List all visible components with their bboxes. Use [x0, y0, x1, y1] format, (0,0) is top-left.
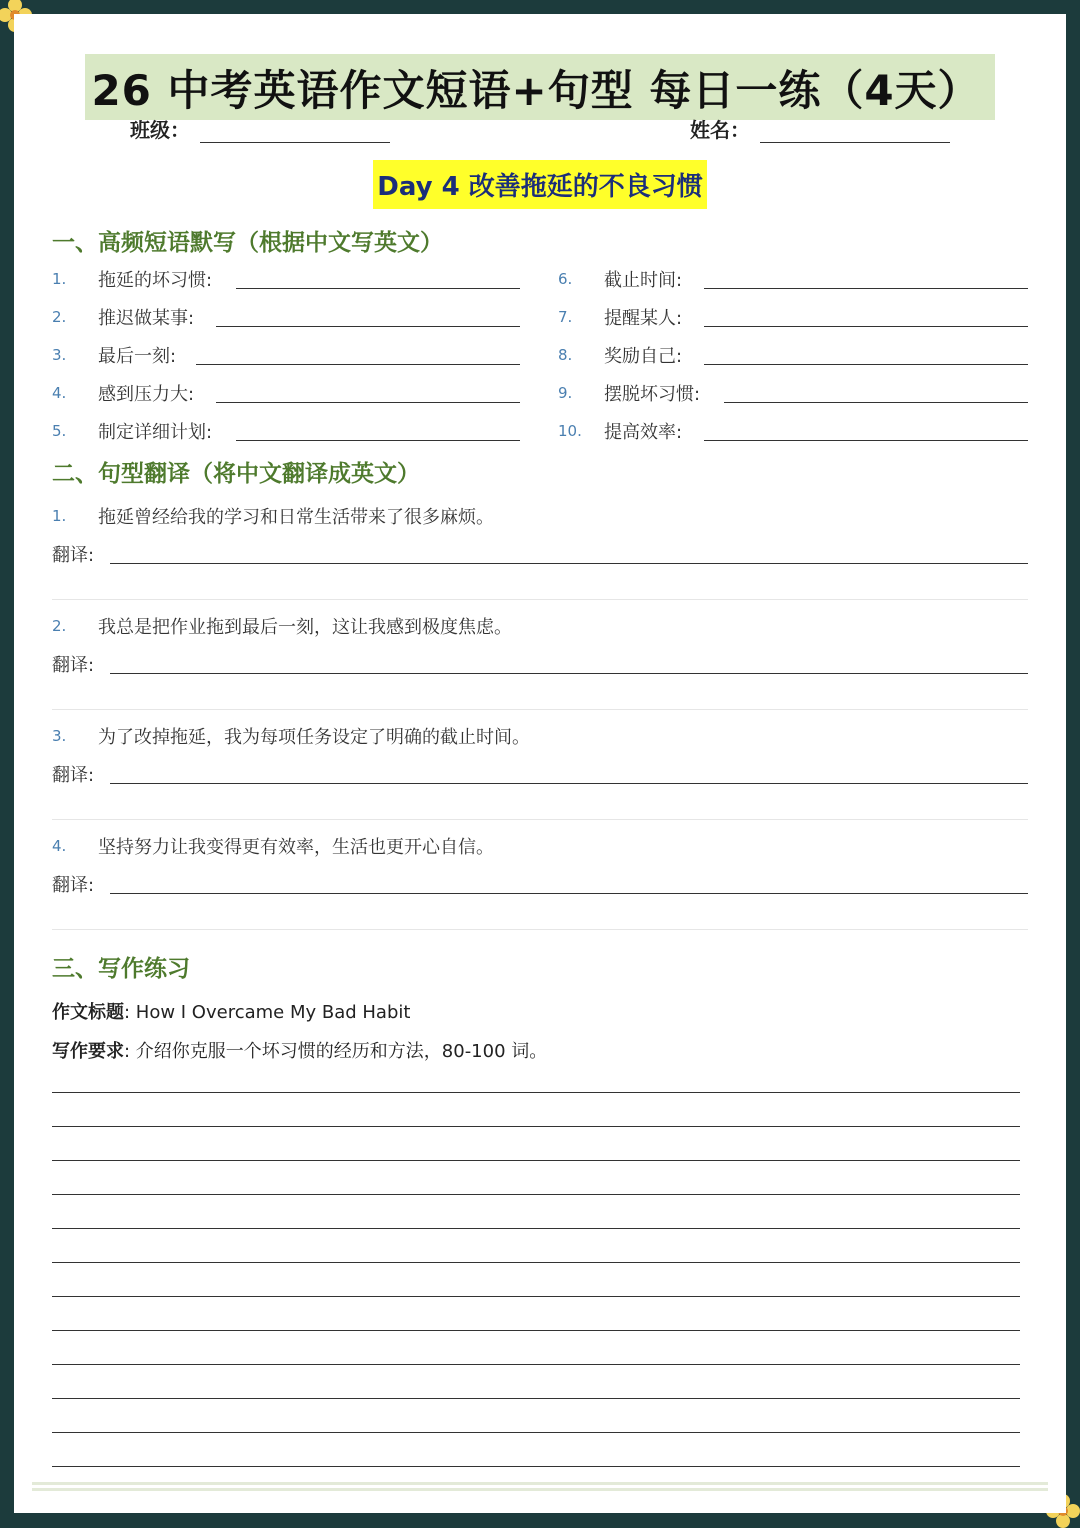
phrase-label: 截止时间:	[604, 270, 683, 291]
item-number: 8.	[558, 346, 573, 364]
answer-line[interactable]	[216, 402, 520, 403]
item-number: 5.	[52, 422, 67, 440]
answer-line[interactable]	[236, 288, 520, 289]
phrase-label: 最后一刻:	[98, 346, 177, 367]
phrase-item	[558, 302, 1028, 332]
class-field[interactable]	[200, 122, 390, 143]
name-label: 姓名：	[690, 118, 750, 142]
translation-answer-line[interactable]	[110, 563, 1028, 564]
phrase-item	[52, 378, 520, 408]
item-number: 7.	[558, 308, 573, 326]
item-number: 2.	[52, 617, 67, 635]
class-label: 班级：	[130, 118, 190, 142]
item-number: 3.	[52, 727, 67, 745]
divider	[52, 599, 1028, 600]
phrase-item	[52, 340, 520, 370]
phrase-label: 感到压力大:	[98, 384, 195, 405]
phrase-label: 推迟做某事:	[98, 308, 195, 329]
sentence-text: 我总是把作业拖到最后一刻，这让我感到极度焦虑。	[98, 617, 512, 638]
sentence-text: 坚持努力让我变得更有效率，生活也更开心自信。	[98, 837, 494, 858]
essay-topic-label: 作文标题	[52, 1002, 124, 1023]
answer-line[interactable]	[704, 326, 1028, 327]
item-number: 3.	[52, 346, 67, 364]
writing-requirement	[52, 1037, 547, 1063]
item-number: 4.	[52, 384, 67, 402]
phrase-item	[52, 416, 520, 446]
item-number: 9.	[558, 384, 573, 402]
answer-line[interactable]	[704, 288, 1028, 289]
translate-label: 翻译:	[52, 875, 95, 896]
answer-line[interactable]	[724, 402, 1028, 403]
name-field[interactable]	[760, 122, 950, 143]
phrase-label: 拖延的坏习惯:	[98, 270, 213, 291]
phrase-item	[558, 416, 1028, 446]
translate-label: 翻译:	[52, 765, 95, 786]
translation-answer-line[interactable]	[110, 893, 1028, 894]
item-number: 10.	[558, 422, 582, 440]
bottom-border-line	[32, 1482, 1048, 1485]
requirement-value: : 介绍你克服一个坏习惯的经历和方法，80-100 词。	[124, 1041, 548, 1062]
divider	[52, 819, 1028, 820]
writing-line[interactable]	[52, 1160, 1020, 1161]
answer-line[interactable]	[704, 364, 1028, 365]
writing-line[interactable]	[52, 1466, 1020, 1467]
item-number: 4.	[52, 837, 67, 855]
item-number: 1.	[52, 270, 67, 288]
writing-line[interactable]	[52, 1262, 1020, 1263]
essay-topic-value: : How I Overcame My Bad Habit	[124, 1002, 411, 1023]
section2-heading: 二、句型翻译（将中文翻译成英文）	[52, 461, 420, 487]
writing-line[interactable]	[52, 1330, 1020, 1331]
writing-line[interactable]	[52, 1432, 1020, 1433]
phrase-label: 奖励自己:	[604, 346, 683, 367]
sentence-text: 为了改掉拖延，我为每项任务设定了明确的截止时间。	[98, 727, 530, 748]
answer-line[interactable]	[704, 440, 1028, 441]
writing-line[interactable]	[52, 1398, 1020, 1399]
phrase-label: 制定详细计划:	[98, 422, 213, 443]
writing-line[interactable]	[52, 1126, 1020, 1127]
page-title: 26 中考英语作文短语+句型 每日一练（4天）	[85, 54, 994, 120]
item-number: 2.	[52, 308, 67, 326]
sentence-text: 拖延曾经给我的学习和日常生活带来了很多麻烦。	[98, 507, 494, 528]
phrase-item	[558, 340, 1028, 370]
phrase-label: 摆脱坏习惯:	[604, 384, 701, 405]
worksheet-page	[14, 14, 1066, 1513]
translate-label: 翻译:	[52, 655, 95, 676]
phrase-item	[558, 264, 1028, 294]
writing-line[interactable]	[52, 1092, 1020, 1093]
writing-line[interactable]	[52, 1364, 1020, 1365]
section3-heading: 三、写作练习	[52, 956, 190, 982]
phrase-item	[558, 378, 1028, 408]
item-number: 1.	[52, 507, 67, 525]
writing-line[interactable]	[52, 1194, 1020, 1195]
phrase-item	[52, 302, 520, 332]
writing-line[interactable]	[52, 1296, 1020, 1297]
divider	[52, 929, 1028, 930]
item-number: 6.	[558, 270, 573, 288]
answer-line[interactable]	[236, 440, 520, 441]
writing-line[interactable]	[52, 1228, 1020, 1229]
section1-heading: 一、高频短语默写（根据中文写英文）	[52, 230, 443, 256]
phrase-label: 提高效率:	[604, 422, 683, 443]
translate-label: 翻译:	[52, 545, 95, 566]
essay-topic	[52, 998, 410, 1024]
answer-line[interactable]	[216, 326, 520, 327]
requirement-label: 写作要求	[52, 1041, 124, 1062]
translation-answer-line[interactable]	[110, 673, 1028, 674]
day-title: Day 4 改善拖延的不良习惯	[373, 160, 706, 209]
phrase-label: 提醒某人:	[604, 308, 683, 329]
phrase-item	[52, 264, 520, 294]
answer-line[interactable]	[196, 364, 520, 365]
divider	[52, 709, 1028, 710]
translation-answer-line[interactable]	[110, 783, 1028, 784]
bottom-border-line	[32, 1488, 1048, 1491]
student-info-row	[14, 114, 1066, 154]
